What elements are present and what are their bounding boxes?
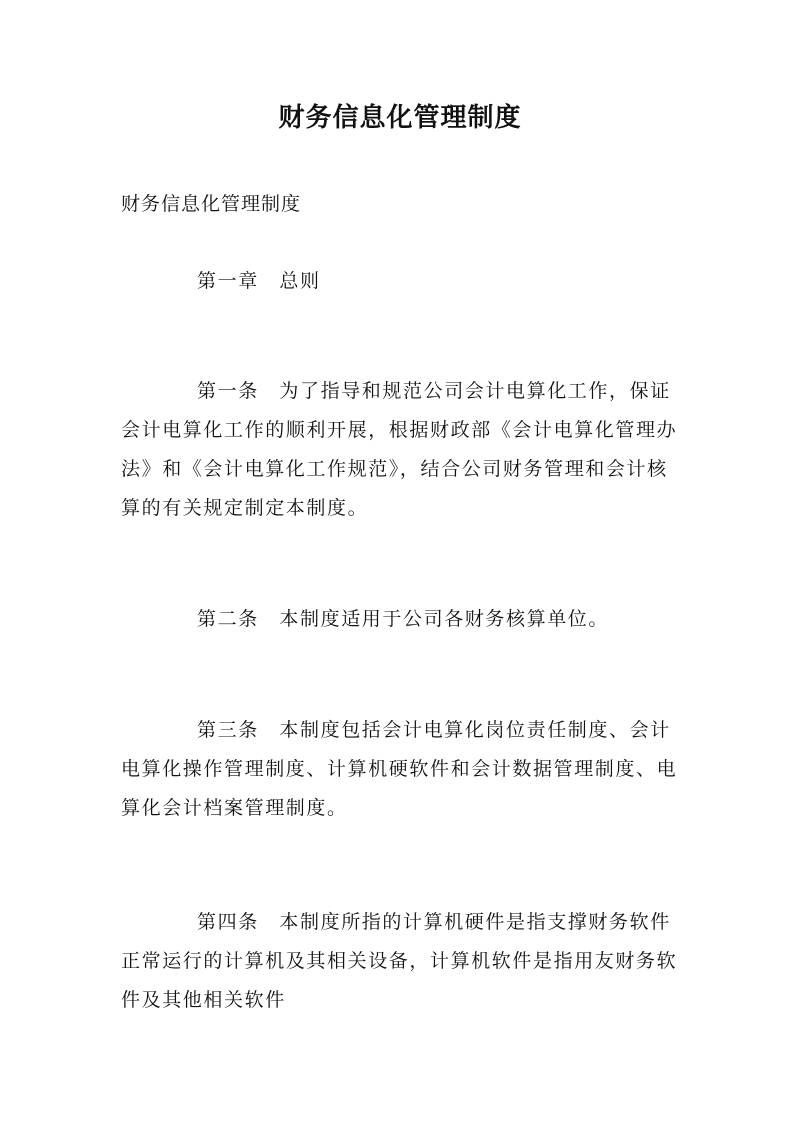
article-3: 第三条 本制度包括会计电算化岗位责任制度、会计电算化操作管理制度、计算机硬软件和会计数据管理制度、电算化会计档案管理制度。 <box>121 719 678 819</box>
article-2: 第二条 本制度适用于公司各财务核算单位。 <box>197 608 610 630</box>
article-4: 第四条 本制度所指的计算机硬件是指支撑财务软件正常运行的计算机及其相关设备，计算机软件是指用友财务软件及其他相关软件 <box>121 911 678 1011</box>
chapter-heading: 第一章 总则 <box>197 270 321 292</box>
document-title: 财务信息化管理制度 <box>278 103 522 133</box>
article-1: 第一条 为了指导和规范公司会计电算化工作，保证会计电算化工作的顺利开展，根据财政部《会计电算化管理办法》和《会计电算化工作规范》，结合公司财务管理和会计核算的有关规定制定本制度。 <box>121 380 678 519</box>
document-subtitle: 财务信息化管理制度 <box>121 193 302 215</box>
